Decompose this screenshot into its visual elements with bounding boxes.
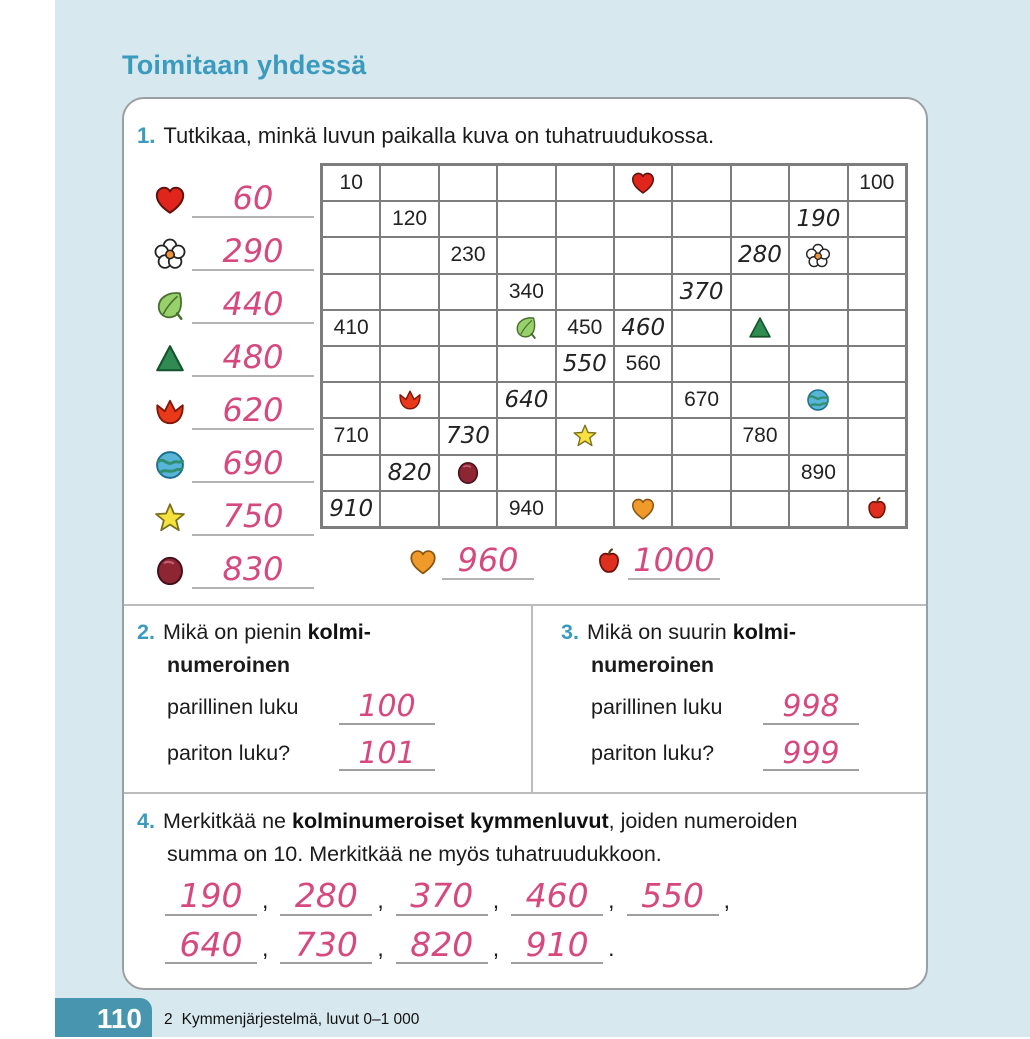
- section-divider-1: [124, 604, 926, 606]
- legend-item: [148, 279, 314, 332]
- exercise4-question: [137, 809, 919, 834]
- answer-separator: ,: [377, 886, 384, 913]
- heart-icon: [148, 182, 192, 218]
- orange-heart-icon: [629, 495, 657, 523]
- exercise3-even-label: parillinen luku: [591, 694, 723, 719]
- grid-cell-empty[interactable]: [556, 274, 614, 310]
- flower-icon: [148, 235, 192, 271]
- grid-cell-icon[interactable]: [380, 382, 438, 418]
- exercise3-even-answer-blank[interactable]: 998: [763, 691, 859, 725]
- answer-separator: ,: [492, 886, 500, 913]
- exercise2-odd-label: pariton luku?: [167, 741, 291, 765]
- flower-icon: [804, 241, 832, 269]
- exercise3-question-line2: numeroinen: [591, 653, 715, 677]
- grid-cell-empty[interactable]: [614, 418, 672, 454]
- legend-item: [590, 543, 720, 580]
- grid-cell-empty[interactable]: [380, 346, 438, 382]
- legend-item: [148, 332, 314, 385]
- grid-cell-empty[interactable]: [672, 346, 730, 382]
- grid-cell-empty[interactable]: [789, 274, 847, 310]
- grid-cell-number[interactable]: 560: [614, 346, 672, 382]
- grid-cell-number[interactable]: 10: [322, 165, 380, 201]
- exercise1-number: 1.: [137, 123, 156, 148]
- answer-blank[interactable]: 190: [165, 879, 257, 916]
- exercise2-even-label: parillinen luku: [167, 694, 299, 719]
- legend-answer-blank[interactable]: 830: [192, 552, 314, 589]
- grid-cell-empty[interactable]: [731, 455, 789, 491]
- grid-cell-icon[interactable]: [731, 310, 789, 346]
- exercise1-prompt-text: Tutkikaa, minkä luvun paikalla kuva on tuhatruudukossa.: [163, 123, 715, 148]
- legend-item: [404, 543, 534, 580]
- grid-cell-empty[interactable]: [322, 382, 380, 418]
- grid-cell-answer[interactable]: 190: [789, 201, 847, 237]
- apple-icon: [863, 495, 891, 523]
- legend-answer-blank[interactable]: 290: [192, 234, 314, 271]
- grid-cell-number[interactable]: 940: [497, 491, 555, 527]
- grid-cell-empty[interactable]: [614, 274, 672, 310]
- grid-cell-empty[interactable]: [731, 491, 789, 527]
- grid-cell-number[interactable]: 120: [380, 201, 438, 237]
- grid-cell-empty[interactable]: [789, 418, 847, 454]
- exercise2-block: [137, 620, 527, 771]
- grid-cell-icon[interactable]: [789, 237, 847, 273]
- answer-separator: .: [608, 935, 615, 962]
- grid-cell-empty[interactable]: [439, 346, 497, 382]
- legend-item: [148, 544, 314, 597]
- legend-item: [148, 491, 314, 544]
- grid-cell-empty[interactable]: [556, 165, 614, 201]
- grid-cell-icon[interactable]: [497, 310, 555, 346]
- grid-cell-empty[interactable]: [380, 491, 438, 527]
- apple-icon: [590, 546, 628, 578]
- grid-cell-empty[interactable]: [556, 455, 614, 491]
- answer-blank[interactable]: 550: [627, 879, 719, 916]
- answer-blank[interactable]: 460: [511, 879, 603, 916]
- grid-cell-empty[interactable]: [497, 455, 555, 491]
- page-number: 110: [96, 1003, 142, 1034]
- legend-item: [148, 226, 314, 279]
- grid-cell-empty[interactable]: [731, 165, 789, 201]
- legend-item: [148, 438, 314, 491]
- exercise3-question-text: Mikä on suurin: [586, 620, 733, 644]
- legend-answer-blank[interactable]: 690: [192, 446, 314, 483]
- exercise4-question-line2: summa on 10. Merkitkää ne myös tuhatruudukkoon.: [167, 842, 662, 866]
- answer-blank[interactable]: 730: [280, 928, 372, 965]
- icon-answer-legend-below: [404, 543, 720, 580]
- exercise3-question-bold: kolmi-: [732, 620, 797, 644]
- grid-cell-empty[interactable]: [848, 310, 906, 346]
- grid-cell-icon[interactable]: [614, 491, 672, 527]
- exercise3-block: [561, 620, 921, 771]
- grid-cell-answer[interactable]: 550: [556, 346, 614, 382]
- leaf-icon: [148, 288, 192, 324]
- grid-cell-empty[interactable]: [497, 237, 555, 273]
- exercise4-block: [137, 809, 919, 964]
- page-title: Toimitaan yhdessä: [122, 50, 367, 80]
- exercise3-question: [561, 620, 921, 645]
- grid-cell-empty[interactable]: [439, 491, 497, 527]
- grid-cell-empty[interactable]: [848, 237, 906, 273]
- triangle-icon: [148, 341, 192, 377]
- grid-cell-empty[interactable]: [614, 201, 672, 237]
- grid-cell-number[interactable]: 410: [322, 310, 380, 346]
- exercise3-odd-label: pariton luku?: [591, 741, 715, 765]
- exercise4-question-suffix: , joiden numeroiden: [608, 809, 798, 833]
- grid-cell-icon[interactable]: [439, 455, 497, 491]
- section-divider-2: [124, 792, 926, 794]
- heart-icon: [629, 169, 657, 197]
- grid-cell-empty[interactable]: [439, 382, 497, 418]
- exercise3-number: 3.: [561, 620, 579, 644]
- grid-cell-empty[interactable]: [672, 165, 730, 201]
- grid-cell-empty[interactable]: [497, 346, 555, 382]
- grid-cell-empty[interactable]: [439, 201, 497, 237]
- legend-item: [148, 173, 314, 226]
- grid-cell-empty[interactable]: [439, 310, 497, 346]
- grid-cell-empty[interactable]: [497, 418, 555, 454]
- grid-cell-empty[interactable]: [322, 237, 380, 273]
- grid-cell-number[interactable]: 100: [848, 165, 906, 201]
- grid-cell-icon[interactable]: [848, 491, 906, 527]
- grid-cell-empty[interactable]: [848, 274, 906, 310]
- exercise2-even-answer-blank[interactable]: 100: [339, 691, 435, 725]
- legend-answer-blank[interactable]: 60: [192, 181, 314, 218]
- grid-cell-empty[interactable]: [672, 455, 730, 491]
- grid-cell-empty[interactable]: [322, 346, 380, 382]
- grid-cell-empty[interactable]: [848, 418, 906, 454]
- legend-answer-blank[interactable]: 750: [192, 499, 314, 536]
- chapter-footer: [164, 1011, 419, 1029]
- grid-cell-empty[interactable]: [731, 346, 789, 382]
- answer-blank[interactable]: 370: [396, 879, 488, 916]
- grid-cell-empty[interactable]: [848, 201, 906, 237]
- grid-cell-answer[interactable]: 820: [380, 455, 438, 491]
- legend-item: [148, 385, 314, 438]
- leaf-icon: [512, 314, 540, 342]
- orange-heart-icon: [404, 546, 442, 578]
- grid-cell-empty[interactable]: [731, 382, 789, 418]
- grid-cell-empty[interactable]: [380, 310, 438, 346]
- answer-blank[interactable]: 280: [280, 879, 372, 916]
- star-icon: [571, 422, 599, 450]
- grid-cell-empty[interactable]: [672, 237, 730, 273]
- grid-cell-number[interactable]: 890: [789, 455, 847, 491]
- legend-answer-blank[interactable]: 620: [192, 393, 314, 430]
- grid-cell-empty[interactable]: [497, 201, 555, 237]
- tulip-icon: [148, 394, 192, 430]
- column-divider: [531, 604, 533, 794]
- exercise4-question-bold: kolminumeroiset kymmenluvut: [292, 809, 609, 833]
- grid-cell-empty[interactable]: [439, 165, 497, 201]
- grid-cell-number[interactable]: 710: [322, 418, 380, 454]
- grid-cell-empty[interactable]: [322, 274, 380, 310]
- grid-cell-empty[interactable]: [380, 237, 438, 273]
- exercise4-answers-row1: [153, 876, 919, 916]
- grid-cell-empty[interactable]: [789, 491, 847, 527]
- star-icon: [148, 500, 192, 536]
- worksheet-card: [122, 97, 928, 990]
- legend-answer-blank[interactable]: 1000: [628, 543, 720, 580]
- tulip-icon: [396, 386, 424, 414]
- exercise1-prompt: [137, 123, 714, 149]
- answer-blank[interactable]: 910: [511, 928, 603, 965]
- legend-answer-blank[interactable]: 480: [192, 340, 314, 377]
- grid-cell-empty[interactable]: [672, 491, 730, 527]
- grid-cell-empty[interactable]: [672, 418, 730, 454]
- exercise4-answers-row2: [153, 924, 919, 965]
- globe-icon: [804, 386, 832, 414]
- exercise4-number: 4.: [137, 809, 155, 833]
- grid-cell-empty[interactable]: [848, 346, 906, 382]
- grid-cell-answer[interactable]: 910: [322, 491, 380, 527]
- grid-cell-number[interactable]: 230: [439, 237, 497, 273]
- grid-cell-empty[interactable]: [731, 201, 789, 237]
- grid-cell-empty[interactable]: [380, 418, 438, 454]
- answer-separator: ,: [608, 886, 615, 913]
- exercise3-odd-answer-blank[interactable]: 999: [763, 738, 859, 772]
- answer-separator: ,: [377, 935, 384, 962]
- answer-separator: ,: [492, 935, 500, 962]
- grid-cell-empty[interactable]: [731, 274, 789, 310]
- exercise2-number: 2.: [137, 620, 155, 644]
- page-number-badge: [55, 998, 152, 1037]
- grid-cell-answer[interactable]: 640: [497, 382, 555, 418]
- ball-icon: [454, 459, 482, 487]
- grid-cell-icon[interactable]: [614, 165, 672, 201]
- grid-cell-answer[interactable]: 370: [672, 274, 730, 310]
- grid-cell-answer[interactable]: 730: [439, 418, 497, 454]
- exercise2-odd-answer-blank[interactable]: 101: [339, 738, 435, 772]
- chapter-number: 2: [164, 1011, 173, 1028]
- grid-cell-empty[interactable]: [380, 274, 438, 310]
- grid-cell-icon[interactable]: [556, 418, 614, 454]
- answer-separator: ,: [262, 935, 269, 962]
- grid-cell-empty[interactable]: [672, 201, 730, 237]
- grid-cell-answer[interactable]: 460: [614, 310, 672, 346]
- thousand-grid: [320, 163, 908, 529]
- ball-icon: [148, 553, 192, 589]
- grid-cell-empty[interactable]: [848, 455, 906, 491]
- answer-separator: ,: [262, 886, 269, 913]
- answer-blank[interactable]: 640: [165, 928, 257, 965]
- exercise4-question-text: Merkitkää ne: [162, 809, 292, 833]
- answer-separator: ,: [723, 886, 730, 913]
- grid-cell-empty[interactable]: [322, 455, 380, 491]
- exercise2-question-bold: kolmi-: [307, 620, 371, 644]
- grid-cell-empty[interactable]: [789, 346, 847, 382]
- grid-cell-empty[interactable]: [556, 237, 614, 273]
- grid-cell-number[interactable]: 780: [731, 418, 789, 454]
- grid-cell-number[interactable]: 670: [672, 382, 730, 418]
- legend-answer-blank[interactable]: 960: [442, 543, 534, 580]
- grid-cell-empty[interactable]: [789, 165, 847, 201]
- grid-cell-empty[interactable]: [848, 382, 906, 418]
- grid-cell-empty[interactable]: [614, 455, 672, 491]
- icon-answer-legend: [148, 173, 314, 597]
- grid-cell-empty[interactable]: [672, 310, 730, 346]
- grid-cell-empty[interactable]: [556, 382, 614, 418]
- globe-icon: [148, 447, 192, 483]
- grid-cell-number[interactable]: 450: [556, 310, 614, 346]
- grid-cell-icon[interactable]: [789, 382, 847, 418]
- grid-cell-empty[interactable]: [614, 382, 672, 418]
- exercise2-question-text: Mikä on pienin: [162, 620, 308, 644]
- legend-answer-blank[interactable]: 440: [192, 287, 314, 324]
- exercise2-question-line2: numeroinen: [167, 653, 291, 677]
- answer-blank[interactable]: 820: [396, 928, 488, 965]
- grid-cell-empty[interactable]: [439, 274, 497, 310]
- grid-cell-empty[interactable]: [497, 165, 555, 201]
- grid-cell-empty[interactable]: [322, 201, 380, 237]
- grid-cell-number[interactable]: 340: [497, 274, 555, 310]
- chapter-title: Kymmenjärjestelmä, luvut 0–1 000: [181, 1011, 420, 1028]
- grid-cell-empty[interactable]: [556, 491, 614, 527]
- exercise2-question: [137, 620, 527, 645]
- grid-cell-empty[interactable]: [789, 310, 847, 346]
- grid-cell-empty[interactable]: [556, 201, 614, 237]
- triangle-icon: [746, 314, 774, 342]
- grid-cell-answer[interactable]: 280: [731, 237, 789, 273]
- grid-cell-empty[interactable]: [380, 165, 438, 201]
- grid-cell-empty[interactable]: [614, 237, 672, 273]
